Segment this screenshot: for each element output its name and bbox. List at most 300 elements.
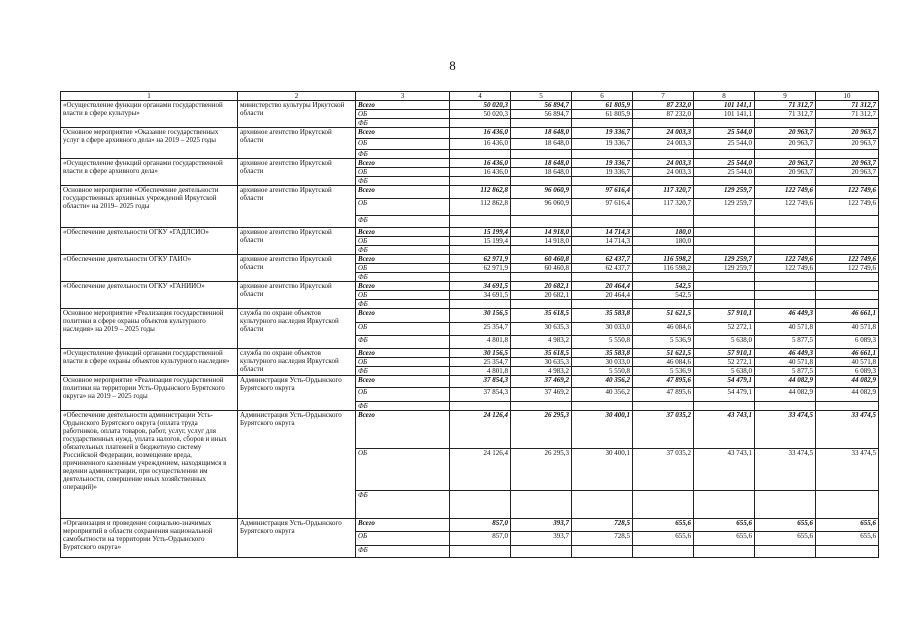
amount-cell (694, 237, 755, 246)
amount-cell (572, 300, 633, 309)
amount-cell: 728,5 (572, 532, 633, 546)
funding-source: ОБ (356, 139, 450, 150)
responsible-executor: Администрация Усть-Ордынского Бурятского округа (238, 376, 356, 411)
funding-source: ОБ (356, 449, 450, 491)
amount-cell: 117 320,7 (633, 199, 694, 216)
amount-cell: 43 743,1 (694, 449, 755, 491)
amount-cell: 96 060,9 (511, 199, 572, 216)
amount-cell: 655,6 (694, 532, 755, 546)
amount-cell (450, 119, 511, 128)
amount-cell (511, 546, 572, 558)
funding-source: ОБ (356, 323, 450, 336)
amount-cell: 50 020,3 (450, 110, 511, 119)
funding-source: Всего (356, 309, 450, 323)
funding-source: Всего (356, 255, 450, 264)
amount-cell: 14 918,0 (511, 237, 572, 246)
amount-cell: 40 356,2 (572, 376, 633, 388)
amount-cell: 393,7 (511, 532, 572, 546)
amount-cell (755, 282, 816, 291)
amount-cell (755, 216, 816, 228)
amount-cell (633, 300, 694, 309)
amount-cell (816, 402, 879, 411)
event-name: Основное мероприятие «Оказание государственных услуг в сфере архивного дела» на 2019 – 2025 годы (61, 128, 238, 159)
amount-cell: 6 089,3 (816, 367, 879, 376)
responsible-executor: архивное агентство Иркутской области (238, 128, 356, 159)
event-name: «Осуществление функций органами государственной власти в сфере охраны объектов культурного наследия» (61, 349, 238, 376)
amount-cell: 30 635,3 (511, 323, 572, 336)
responsible-executor: архивное агентство Иркутской области (238, 255, 356, 282)
funding-source: Всего (356, 282, 450, 291)
amount-cell: 655,6 (816, 519, 879, 532)
amount-cell (816, 177, 879, 186)
amount-cell: 47 895,6 (633, 388, 694, 402)
column-number: 6 (572, 92, 633, 101)
funding-source: ФБ (356, 273, 450, 282)
responsible-executor: служба по охране объектов культурного наследия Иркутской области (238, 309, 356, 349)
amount-cell (816, 300, 879, 309)
amount-cell: 4 801,8 (450, 336, 511, 349)
amount-cell (694, 150, 755, 159)
amount-cell: 16 436,0 (450, 168, 511, 177)
amount-cell (511, 300, 572, 309)
amount-cell: 46 449,3 (755, 309, 816, 323)
amount-cell (633, 402, 694, 411)
amount-cell: 62 971,9 (450, 255, 511, 264)
amount-cell (694, 300, 755, 309)
amount-cell: 19 336,7 (572, 139, 633, 150)
event-name: «Организация и проведение социально-значимых мероприятий в области сохранения национальной самобытности на территории Усть-Ордынского Бурятского округа» (61, 519, 238, 558)
amount-cell: 19 336,7 (572, 168, 633, 177)
amount-cell: 30 400,1 (572, 449, 633, 491)
table-row (61, 159, 879, 168)
amount-cell: 16 436,0 (450, 159, 511, 168)
amount-cell: 5 638,0 (694, 336, 755, 349)
amount-cell: 26 295,3 (511, 411, 572, 449)
amount-cell: 35 618,5 (511, 349, 572, 358)
amount-cell: 655,6 (633, 519, 694, 532)
amount-cell: 101 141,1 (694, 101, 755, 110)
amount-cell: 25 544,0 (694, 159, 755, 168)
amount-cell: 43 743,1 (694, 411, 755, 449)
table-row (61, 349, 879, 358)
amount-cell: 62 437,7 (572, 255, 633, 264)
responsible-executor: архивное агентство Иркутской области (238, 282, 356, 309)
amount-cell: 15 199,4 (450, 228, 511, 237)
amount-cell: 129 259,7 (694, 264, 755, 273)
amount-cell: 54 479,1 (694, 388, 755, 402)
amount-cell: 655,6 (755, 519, 816, 532)
funding-source: Всего (356, 411, 450, 449)
amount-cell: 5 877,5 (755, 336, 816, 349)
funding-source: ОБ (356, 264, 450, 273)
amount-cell: 18 648,0 (511, 128, 572, 139)
amount-cell: 5 536,9 (633, 336, 694, 349)
amount-cell: 71 312,7 (755, 101, 816, 110)
amount-cell: 46 449,3 (755, 349, 816, 358)
amount-cell (450, 491, 511, 519)
amount-cell: 46 084,6 (633, 358, 694, 367)
amount-cell: 122 749,6 (755, 264, 816, 273)
amount-cell (816, 246, 879, 255)
amount-cell: 33 474,5 (816, 411, 879, 449)
amount-cell: 542,5 (633, 282, 694, 291)
funding-source: Всего (356, 349, 450, 358)
amount-cell: 129 259,7 (694, 186, 755, 199)
amount-cell: 20 963,7 (755, 168, 816, 177)
amount-cell: 5 550,8 (572, 367, 633, 376)
event-name: «Осуществление функций органами государственной власти в сфере архивного дела» (61, 159, 238, 186)
amount-cell: 129 259,7 (694, 255, 755, 264)
amount-cell: 30 033,0 (572, 323, 633, 336)
amount-cell (572, 119, 633, 128)
amount-cell: 37 854,3 (450, 376, 511, 388)
amount-cell: 14 714,3 (572, 228, 633, 237)
amount-cell: 25 544,0 (694, 168, 755, 177)
amount-cell (816, 150, 879, 159)
amount-cell (816, 291, 879, 300)
amount-cell: 25 544,0 (694, 139, 755, 150)
amount-cell (450, 300, 511, 309)
funding-source: Всего (356, 186, 450, 199)
amount-cell: 30 033,0 (572, 358, 633, 367)
amount-cell: 18 648,0 (511, 168, 572, 177)
amount-cell: 20 963,7 (816, 168, 879, 177)
amount-cell: 20 464,4 (572, 282, 633, 291)
event-name: «Осуществление функции органами государственной власти в сфере культуры» (61, 101, 238, 128)
funding-source: ФБ (356, 300, 450, 309)
amount-cell (572, 546, 633, 558)
amount-cell (572, 273, 633, 282)
amount-cell (755, 273, 816, 282)
amount-cell (694, 228, 755, 237)
amount-cell (755, 291, 816, 300)
amount-cell: 35 583,8 (572, 309, 633, 323)
amount-cell: 542,5 (633, 291, 694, 300)
amount-cell (694, 273, 755, 282)
column-number: 4 (450, 92, 511, 101)
amount-cell: 30 400,1 (572, 411, 633, 449)
amount-cell: 54 479,1 (694, 376, 755, 388)
amount-cell: 20 682,1 (511, 291, 572, 300)
amount-cell: 25 354,7 (450, 358, 511, 367)
amount-cell (816, 546, 879, 558)
amount-cell: 655,6 (694, 519, 755, 532)
responsible-executor: министерство культуры Иркутской области (238, 101, 356, 128)
amount-cell: 24 003,3 (633, 168, 694, 177)
amount-cell (755, 546, 816, 558)
column-number: 1 (61, 92, 238, 101)
table-row (61, 128, 879, 139)
column-number: 5 (511, 92, 572, 101)
funding-source: Всего (356, 519, 450, 532)
amount-cell: 37 854,3 (450, 388, 511, 402)
amount-cell (694, 177, 755, 186)
amount-cell: 33 474,5 (755, 411, 816, 449)
amount-cell: 96 060,9 (511, 186, 572, 199)
table-row (61, 186, 879, 199)
funding-source: ФБ (356, 119, 450, 128)
amount-cell: 24 126,4 (450, 449, 511, 491)
amount-cell: 44 082,9 (755, 388, 816, 402)
amount-cell: 57 910,1 (694, 349, 755, 358)
amount-cell: 51 621,5 (633, 349, 694, 358)
amount-cell: 18 648,0 (511, 139, 572, 150)
amount-cell (816, 119, 879, 128)
funding-source: ФБ (356, 367, 450, 376)
column-number: 7 (633, 92, 694, 101)
amount-cell: 122 749,6 (816, 199, 879, 216)
amount-cell: 56 894,7 (511, 110, 572, 119)
amount-cell: 30 635,3 (511, 358, 572, 367)
amount-cell (511, 273, 572, 282)
amount-cell: 122 749,6 (816, 186, 879, 199)
amount-cell: 46 661,1 (816, 349, 879, 358)
amount-cell: 71 312,7 (816, 101, 879, 110)
funding-source: ОБ (356, 291, 450, 300)
amount-cell: 20 963,7 (816, 128, 879, 139)
amount-cell: 87 232,0 (633, 110, 694, 119)
amount-cell: 4 983,2 (511, 336, 572, 349)
amount-cell: 40 571,8 (755, 358, 816, 367)
amount-cell: 19 336,7 (572, 159, 633, 168)
event-name: «Обеспечение деятельности ОГКУ «ГАДЛСИО» (61, 228, 238, 255)
amount-cell: 52 272,1 (694, 323, 755, 336)
amount-cell: 4 801,8 (450, 367, 511, 376)
amount-cell (816, 216, 879, 228)
amount-cell: 112 862,8 (450, 199, 511, 216)
amount-cell: 20 963,7 (755, 128, 816, 139)
amount-cell: 37 469,2 (511, 376, 572, 388)
event-name: «Обеспечение деятельности администрации Усть-Ордынского Бурятского округа (оплата труда работников, оплата товаров, работ, услуг, услуг для государственных нужд, уплата налогов, сборов и иных обязательных платежей в бюджетную систему Российской Федерации, возмещение вреда, причиненного казенным учреждением, находящимся в ведении администрации, при осуществлении им деятельности, совершение иных хозяйственных операций)» (61, 411, 238, 519)
amount-cell: 87 232,0 (633, 101, 694, 110)
responsible-executor: служба по охране объектов культурного наследия Иркутской области (238, 349, 356, 376)
amount-cell (694, 282, 755, 291)
funding-source: ФБ (356, 491, 450, 519)
amount-cell: 15 199,4 (450, 237, 511, 246)
amount-cell: 62 437,7 (572, 264, 633, 273)
amount-cell (694, 402, 755, 411)
amount-cell: 122 749,6 (755, 199, 816, 216)
amount-cell (633, 546, 694, 558)
amount-cell: 5 550,8 (572, 336, 633, 349)
amount-cell: 97 616,4 (572, 199, 633, 216)
amount-cell (816, 491, 879, 519)
amount-cell: 6 089,3 (816, 336, 879, 349)
amount-cell: 40 571,8 (755, 323, 816, 336)
amount-cell (511, 246, 572, 255)
column-number: 10 (816, 92, 879, 101)
amount-cell: 61 805,9 (572, 101, 633, 110)
amount-cell: 122 749,6 (755, 255, 816, 264)
amount-cell: 5 877,5 (755, 367, 816, 376)
amount-cell: 18 648,0 (511, 159, 572, 168)
funding-source: ФБ (356, 546, 450, 558)
responsible-executor: Администрация Усть-Ордынского Бурятского округа (238, 519, 356, 558)
column-number: 9 (755, 92, 816, 101)
amount-cell: 40 571,8 (816, 323, 879, 336)
amount-cell (755, 150, 816, 159)
amount-cell (633, 150, 694, 159)
event-name: «Обеспечение деятельности ОГКУ «ГАНИИО» (61, 282, 238, 309)
amount-cell: 33 474,5 (755, 449, 816, 491)
amount-cell (755, 177, 816, 186)
amount-cell: 34 691,5 (450, 291, 511, 300)
amount-cell (511, 177, 572, 186)
responsible-executor: архивное агентство Иркутской области (238, 228, 356, 255)
amount-cell: 46 084,6 (633, 323, 694, 336)
event-name: Основное мероприятие «Реализация государственной политики в сфере охраны объектов культурного наследия» на 2019 – 2025 годы (61, 309, 238, 349)
amount-cell (633, 216, 694, 228)
amount-cell: 20 963,7 (816, 159, 879, 168)
event-name: Основное мероприятие «Реализация государственной политики на территории Усть-Ордынского Бурятского округа» на 2019 – 2025 годы (61, 376, 238, 411)
funding-source: ФБ (356, 246, 450, 255)
responsible-executor: Администрация Усть-Ордынского Бурятского округа (238, 411, 356, 519)
amount-cell (816, 273, 879, 282)
amount-cell (633, 177, 694, 186)
amount-cell (572, 246, 633, 255)
amount-cell (816, 282, 879, 291)
amount-cell: 37 469,2 (511, 388, 572, 402)
amount-cell (450, 273, 511, 282)
amount-cell: 112 862,8 (450, 186, 511, 199)
amount-cell: 19 336,7 (572, 128, 633, 139)
table-row (61, 255, 879, 264)
funding-source: Всего (356, 101, 450, 110)
amount-cell (694, 546, 755, 558)
amount-cell (633, 119, 694, 128)
amount-cell: 16 436,0 (450, 139, 511, 150)
amount-cell (572, 177, 633, 186)
amount-cell (572, 491, 633, 519)
amount-cell (816, 237, 879, 246)
amount-cell: 40 356,2 (572, 388, 633, 402)
amount-cell (816, 228, 879, 237)
amount-cell: 24 003,3 (633, 139, 694, 150)
amount-cell: 71 312,7 (816, 110, 879, 119)
page-number: 8 (449, 58, 456, 73)
table-row (61, 411, 879, 449)
responsible-executor: архивное агентство Иркутской области (238, 186, 356, 228)
table-row (61, 376, 879, 388)
funding-source: ОБ (356, 237, 450, 246)
amount-cell: 117 320,7 (633, 186, 694, 199)
table-row (61, 282, 879, 291)
funding-source: ФБ (356, 402, 450, 411)
amount-cell: 122 749,6 (816, 264, 879, 273)
amount-cell: 180,0 (633, 237, 694, 246)
amount-cell (755, 402, 816, 411)
amount-cell: 35 583,8 (572, 349, 633, 358)
responsible-executor: архивное агентство Иркутской области (238, 159, 356, 186)
amount-cell: 71 312,7 (755, 110, 816, 119)
amount-cell (450, 402, 511, 411)
amount-cell: 122 749,6 (816, 255, 879, 264)
amount-cell (511, 216, 572, 228)
amount-cell: 60 460,8 (511, 255, 572, 264)
funding-source: ОБ (356, 168, 450, 177)
column-number: 8 (694, 92, 755, 101)
amount-cell: 24 126,4 (450, 411, 511, 449)
amount-cell: 34 691,5 (450, 282, 511, 291)
amount-cell (755, 119, 816, 128)
amount-cell (572, 150, 633, 159)
amount-cell: 97 616,4 (572, 186, 633, 199)
amount-cell (450, 246, 511, 255)
amount-cell: 33 474,5 (816, 449, 879, 491)
amount-cell: 25 544,0 (694, 128, 755, 139)
amount-cell (511, 119, 572, 128)
amount-cell (694, 216, 755, 228)
amount-cell (633, 491, 694, 519)
amount-cell: 51 621,5 (633, 309, 694, 323)
amount-cell: 46 661,1 (816, 309, 879, 323)
funding-source: ФБ (356, 150, 450, 159)
funding-source: ОБ (356, 358, 450, 367)
amount-cell: 20 682,1 (511, 282, 572, 291)
amount-cell (450, 546, 511, 558)
amount-cell: 116 598,2 (633, 255, 694, 264)
amount-cell (755, 237, 816, 246)
amount-cell (572, 402, 633, 411)
amount-cell: 57 910,1 (694, 309, 755, 323)
funding-source: ОБ (356, 388, 450, 402)
amount-cell (450, 177, 511, 186)
amount-cell: 655,6 (816, 532, 879, 546)
funding-source: Всего (356, 128, 450, 139)
amount-cell: 26 295,3 (511, 449, 572, 491)
amount-cell: 40 571,8 (816, 358, 879, 367)
amount-cell: 20 963,7 (755, 159, 816, 168)
amount-cell: 56 894,7 (511, 101, 572, 110)
amount-cell: 5 536,9 (633, 367, 694, 376)
amount-cell: 37 035,2 (633, 449, 694, 491)
funding-source: ФБ (356, 177, 450, 186)
amount-cell: 24 003,3 (633, 159, 694, 168)
amount-cell: 25 354,7 (450, 323, 511, 336)
amount-cell (694, 246, 755, 255)
amount-cell: 116 598,2 (633, 264, 694, 273)
amount-cell: 30 156,5 (450, 349, 511, 358)
amount-cell (572, 216, 633, 228)
amount-cell: 857,0 (450, 519, 511, 532)
amount-cell: 20 963,7 (816, 139, 879, 150)
funding-source: Всего (356, 228, 450, 237)
funding-source: ФБ (356, 336, 450, 349)
amount-cell: 655,6 (755, 532, 816, 546)
table-row (61, 228, 879, 237)
budget-table (60, 91, 879, 558)
amount-cell (755, 300, 816, 309)
amount-cell (694, 491, 755, 519)
amount-cell: 24 003,3 (633, 128, 694, 139)
amount-cell: 35 618,5 (511, 309, 572, 323)
amount-cell (694, 119, 755, 128)
amount-cell: 122 749,6 (755, 186, 816, 199)
funding-source: ОБ (356, 110, 450, 119)
funding-source: ОБ (356, 199, 450, 216)
amount-cell: 857,0 (450, 532, 511, 546)
amount-cell (755, 228, 816, 237)
amount-cell: 20 963,7 (755, 139, 816, 150)
amount-cell: 393,7 (511, 519, 572, 532)
funding-source: ФБ (356, 216, 450, 228)
amount-cell: 44 082,9 (816, 388, 879, 402)
amount-cell: 101 141,1 (694, 110, 755, 119)
amount-cell: 30 156,5 (450, 309, 511, 323)
amount-cell: 52 272,1 (694, 358, 755, 367)
amount-cell: 37 035,2 (633, 411, 694, 449)
amount-cell: 47 895,6 (633, 376, 694, 388)
